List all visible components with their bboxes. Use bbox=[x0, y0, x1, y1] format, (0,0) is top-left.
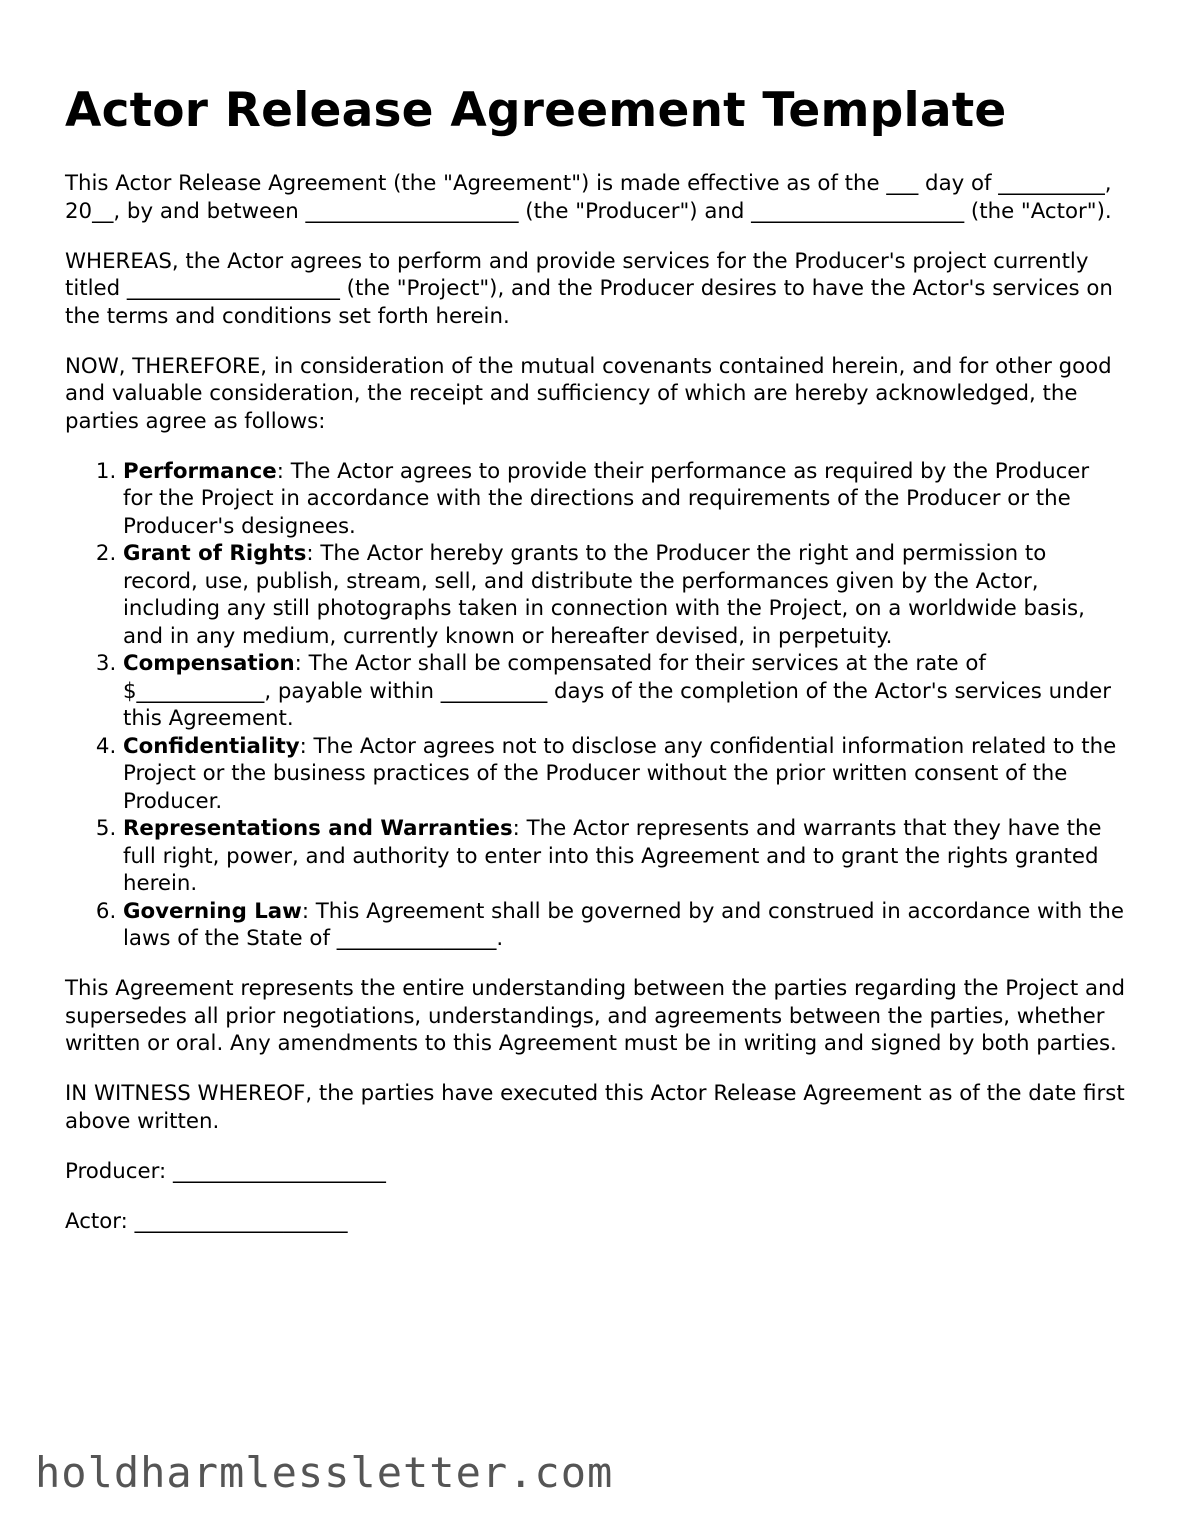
clause-text: : The Actor represents and warrants that they have the full right, power, and authority to enter into this Agreement and to grant the rights granted herein. bbox=[123, 816, 1102, 896]
witness-paragraph: IN WITNESS WHEREOF, the parties have executed this Actor Release Agreement as of the date first above written. bbox=[65, 1081, 1125, 1134]
clause-heading: Performance bbox=[123, 458, 277, 484]
clause-text: : The Actor agrees not to disclose any confidential information related to the Project or the business practices of the Producer without the prior written consent of the Producer. bbox=[123, 733, 1117, 814]
intro-paragraph: This Actor Release Agreement (the "Agreement") is made effective as of the ___ day of __________, 20__, by and between ____________________ (the "Producer") and ____________________ (the "Actor"). bbox=[65, 171, 1112, 224]
site-watermark: holdharmlessletter.com bbox=[35, 1448, 614, 1497]
clause-compensation bbox=[123, 650, 1125, 733]
document-body bbox=[65, 78, 1125, 1259]
clause-text: : The Actor hereby grants to the Producer the right and permission to record, use, publish, stream, sell, and distribute the performances given by the Actor, including any still photographs taken in connection with the Project, on a worldwide basis, and in any medium, currently known or hereafter devised, in perpetuity. bbox=[123, 541, 1085, 649]
clause-text: : This Agreement shall be governed by and construed in accordance with the laws of the State of _______________. bbox=[123, 898, 1124, 951]
clause-confidentiality bbox=[123, 733, 1125, 816]
document-title: Actor Release Agreement Template bbox=[65, 83, 1007, 138]
clause-heading: Compensation bbox=[123, 651, 295, 676]
whereas-paragraph: WHEREAS, the Actor agrees to perform and provide services for the Producer's project currently titled ____________________ (the "Project"), and the Producer desires to have the Actor's services on the terms and conditions set forth herein. bbox=[65, 248, 1113, 329]
clause-grant-of-rights bbox=[123, 540, 1125, 650]
clause-heading: Confidentiality bbox=[123, 733, 300, 759]
clause-list bbox=[65, 458, 1125, 953]
clause-text: : The Actor agrees to provide their performance as required by the Producer for the Project in accordance with the directions and requirements of the Producer or the Producer's designees. bbox=[123, 458, 1090, 539]
producer-signature-line: Producer: ____________________ bbox=[65, 1158, 386, 1184]
entire-agreement-paragraph: This Agreement represents the entire understanding between the parties regarding the Project and supersedes all prior negotiations, understandings, and agreements between the parties, whether written or oral. Any amendments to this Agreement must be in writing and signed by both parties. bbox=[65, 976, 1126, 1056]
clause-heading: Grant of Rights bbox=[123, 541, 307, 566]
clause-governing-law bbox=[123, 898, 1125, 953]
clause-text: : The Actor shall be compensated for their services at the rate of $____________, payable within __________ days of the completion of the Actor's services under this Agreement. bbox=[123, 651, 1111, 731]
clause-heading: Representations and Warranties bbox=[123, 816, 513, 841]
clause-heading: Governing Law bbox=[123, 898, 302, 924]
clause-representations-warranties bbox=[123, 815, 1125, 898]
now-therefore-paragraph: NOW, THEREFORE, in consideration of the mutual covenants contained herein, and for other good and valuable consideration, the receipt and sufficiency of which are hereby acknowledged, the parties agree as follows: bbox=[65, 353, 1112, 434]
clause-performance bbox=[123, 458, 1125, 541]
actor-signature-line: Actor: ____________________ bbox=[65, 1209, 348, 1234]
